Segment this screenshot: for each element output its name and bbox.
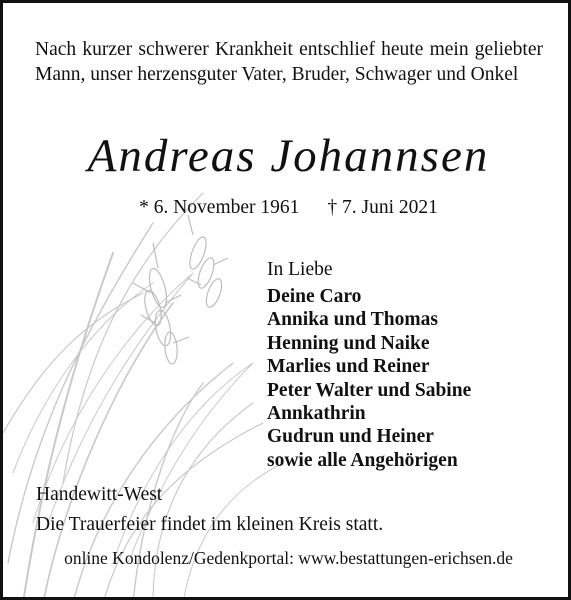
birth-date: * 6. November 1961 bbox=[139, 197, 300, 218]
life-dates bbox=[3, 195, 571, 221]
ceremony-text: Die Trauerfeier findet im kleinen Kreis statt. bbox=[36, 514, 384, 535]
mourner-item: Gudrun und Heiner bbox=[267, 426, 434, 448]
mourners-list bbox=[267, 285, 471, 472]
condolence-portal-text: online Kondolenz/Gedenkportal: www.bestattungen-erichsen.de bbox=[64, 548, 513, 568]
intro-text: Nach kurzer schwerer Krankheit entschlief heute mein geliebter Mann, unser herzensguter Vater, Bruder, Schwager und Onkel bbox=[35, 39, 543, 85]
mourner-item: Annika und Thomas bbox=[267, 309, 438, 331]
mourner-item: Peter Walter und Sabine bbox=[267, 379, 472, 401]
in-love-line: In Liebe bbox=[267, 259, 333, 280]
death-date: † 7. Juni 2021 bbox=[327, 197, 438, 218]
deceased-name: Andreas Johannsen bbox=[87, 130, 490, 182]
mourner-item: Annkathrin bbox=[267, 403, 366, 425]
location-text: Handewitt-West bbox=[36, 484, 163, 505]
mourner-item: Deine Caro bbox=[267, 286, 362, 307]
mourner-item: sowie alle Angehörigen bbox=[267, 449, 458, 471]
mourner-item: Marlies und Reiner bbox=[267, 356, 430, 378]
mourner-item: Henning und Naike bbox=[267, 332, 430, 354]
